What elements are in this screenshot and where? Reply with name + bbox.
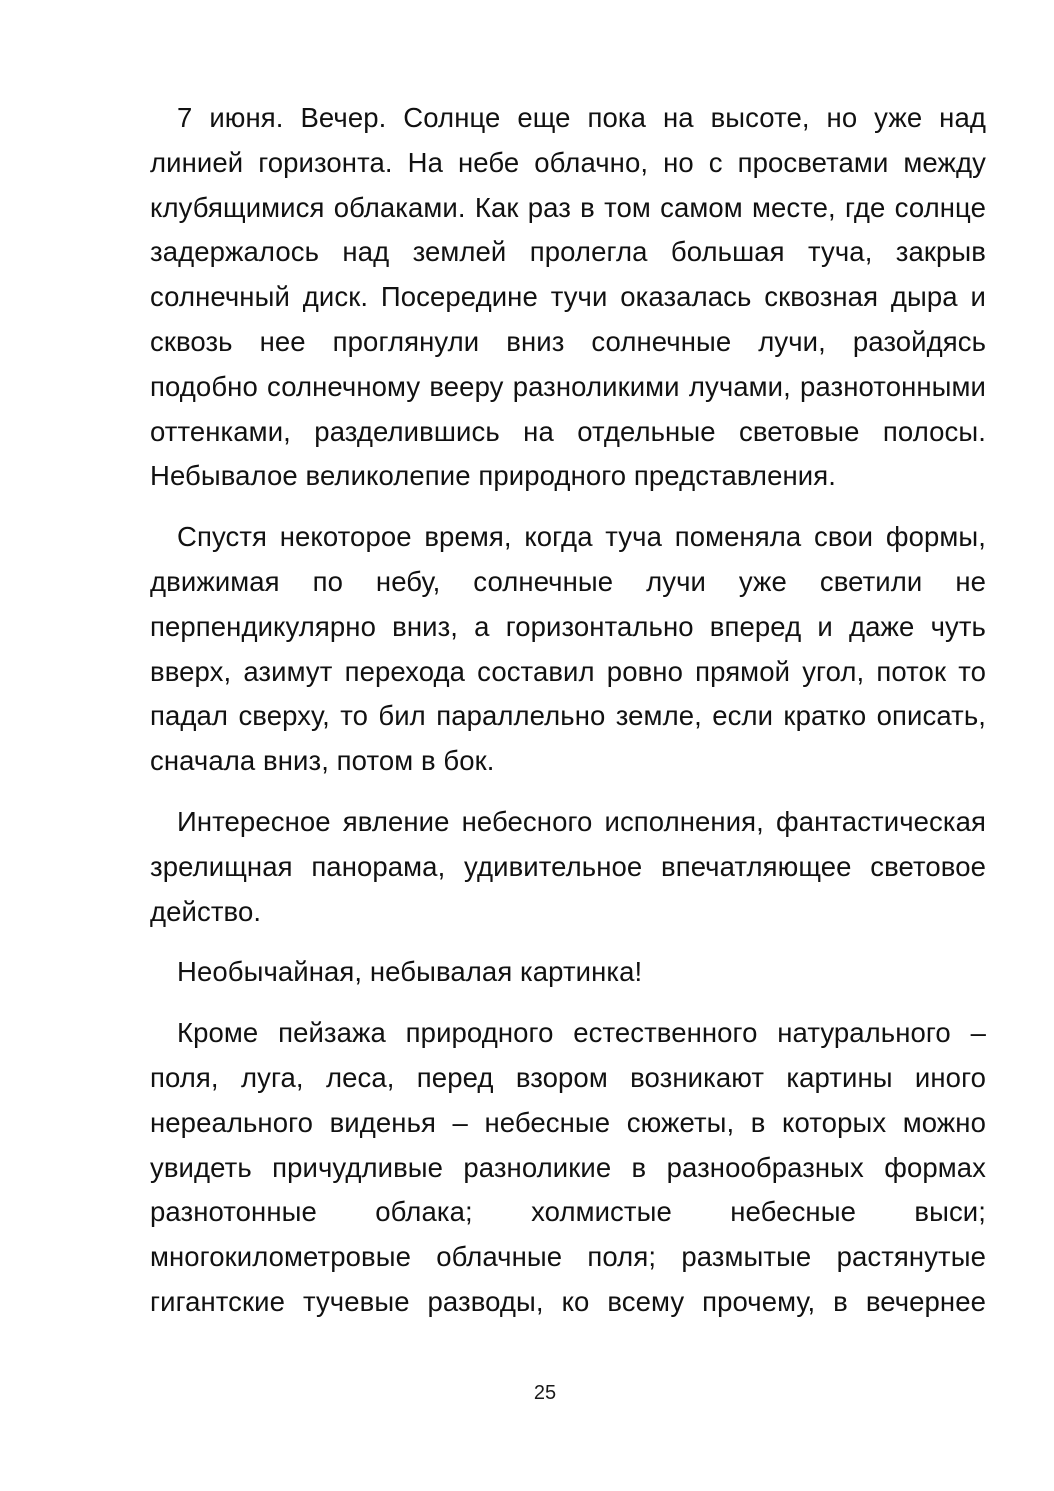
paragraph-1: 7 июня. Вечер. Солнце еще пока на высоте, но уже над линией горизонта. На небе облачно, но с просветами между клубящимися облаками. Как раз в том самом месте, где солнце задержалось над землей пролегла большая туча, закрыв солнечный диск. Посередине тучи оказалась сквозная дыра и сквозь нее проглянули вниз солнечные лучи, разойдясь подобно солнечному вееру разноликими лучами, разнотонными оттенками, разделившись на отдельные световые полосы. Небывалое великолепие природного представления. <box>150 102 986 492</box>
paragraph-4: Необычайная, небывалая картинка! <box>177 956 643 988</box>
page-number: 25 <box>533 1382 557 1404</box>
paragraph-2: Спустя некоторое время, когда туча поменяла свои формы, движимая по небу, солнечные лучи уже светили не перпендикулярно вниз, а горизонтально вперед и даже чуть вверх, азимут перехода составил ровно прямой угол, поток то падал сверху, то бил параллельно земле, если кратко описать, сначала вниз, потом в бок. <box>150 521 986 777</box>
paragraph-3: Интересное явление небесного исполнения, фантастическая зрелищная панорама, удивительное впечатляющее световое действо. <box>150 805 986 927</box>
body-text-column <box>150 96 986 1325</box>
paragraph-5: Кроме пейзажа природного естественного натурального – поля, луга, леса, перед взором возникают картины иного нереального виденья – небесные сюжеты, в которых можно увидеть причудливые разноликие в разнообразных формах разнотонные облака; холмистые небесные выси; многокилометровые облачные поля; размытые растянутые гигантские тучевые разводы, ко всему прочему, в вечернее <box>150 1017 986 1317</box>
